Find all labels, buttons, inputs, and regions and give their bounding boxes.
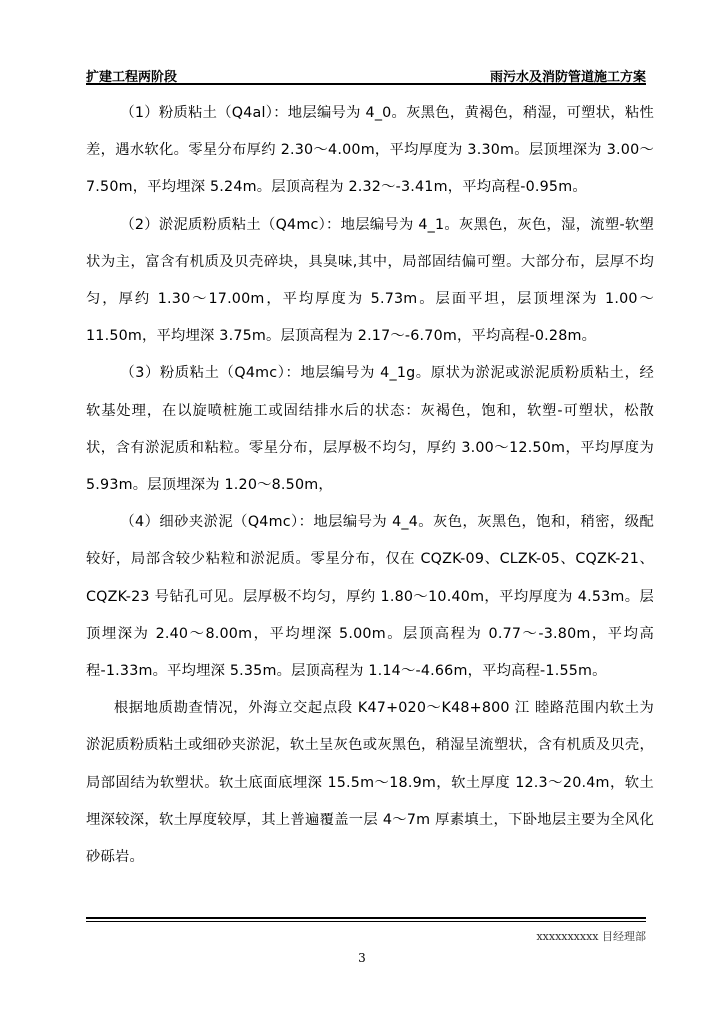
paragraph-soft-soil-summary: 根据地质勘查情况，外海立交起点段 K47+020～K48+800 江 睦路范围内软土为淤泥质粉质粘土或细砂夹淤泥，软土呈灰色或灰黑色，稍湿呈流塑状，含有机质及贝壳，局部固结为软塑状。软土底面底埋深 15.5m～18.9m，软土厚度 12.3～20.4m，软土埋深较深，软土厚度较厚，其上普遍覆盖一层 4～7m 厚素填土，下卧地层主要为全风化砂砾岩。 bbox=[86, 700, 654, 866]
header-document-title: 雨污水及消防管道施工方案 bbox=[489, 70, 646, 85]
page-number: 3 bbox=[358, 951, 366, 965]
page-header bbox=[86, 62, 646, 84]
paragraph-layer-4-1g: （3）粉质粘土（Q4mc）：地层编号为 4_1g。原状为淤泥或淤泥质粉质粘土，经软基处理，在以旋喷桩施工或固结排水后的状态：灰褐色，饱和，软塑-可塑状，松散状，含有淤泥质和粘粒。零星分布，层厚极不均匀，厚约 3.00～12.50m，平均厚度为 5.93m。层顶埋深为 1.20～8.50m， bbox=[86, 365, 654, 494]
header-divider bbox=[86, 83, 646, 85]
paragraph-layer-4-0: （1）粉质粘土（Q4al）：地层编号为 4_0。灰黑色，黄褐色，稍湿，可塑状，粘性差，遇水软化。零星分布厚约 2.30～4.00m，平均厚度为 3.30m。层顶埋深为 3.00～7.50m，平均埋深 5.24m。层顶高程为 2.32～-3.41m，平均高程-0.95m。 bbox=[86, 105, 654, 196]
paragraph-layer-4-1: （2）淤泥质粉质粘土（Q4mc）：地层编号为 4_1。灰黑色，灰色，湿，流塑-软塑状为主，富含有机质及贝壳碎块，具臭味,其中，局部固结偏可塑。大部分布，层厚不均匀，厚约 1.30～17.00m，平均厚度为 5.73m。层面平坦，层顶埋深为 1.00～11.50m，平均埋深 3.75m。层顶高程为 2.17～-6.70m，平均高程-0.28m。 bbox=[86, 216, 654, 345]
document-body bbox=[86, 95, 654, 876]
header-project-title: 扩建工程两阶段 bbox=[86, 70, 178, 85]
footer-divider-thin bbox=[86, 921, 646, 922]
paragraph-layer-4-4: （4）细砂夹淤泥（Q4mc）：地层编号为 4_4。灰色，灰黑色，饱和，稍密，级配较好，局部含较少粘粒和淤泥质。零星分布，仅在 CQZK-09、CLZK-05、CQZK-21、CQZK-23 号钻孔可见。层厚极不均匀，厚约 1.80～10.40m，平均厚度为 4.53m。层顶埋深为 2.40～8.00m，平均埋深 5.00m。层顶高程为 0.77～-3.80m，平均高程-1.33m。平均埋深 5.35m。层顶高程为 1.14～-4.66m，平均高程-1.55m。 bbox=[86, 514, 654, 680]
footer-department: xxxxxxxxxx 目经理部 bbox=[536, 930, 646, 943]
footer-divider-thick bbox=[86, 917, 646, 919]
